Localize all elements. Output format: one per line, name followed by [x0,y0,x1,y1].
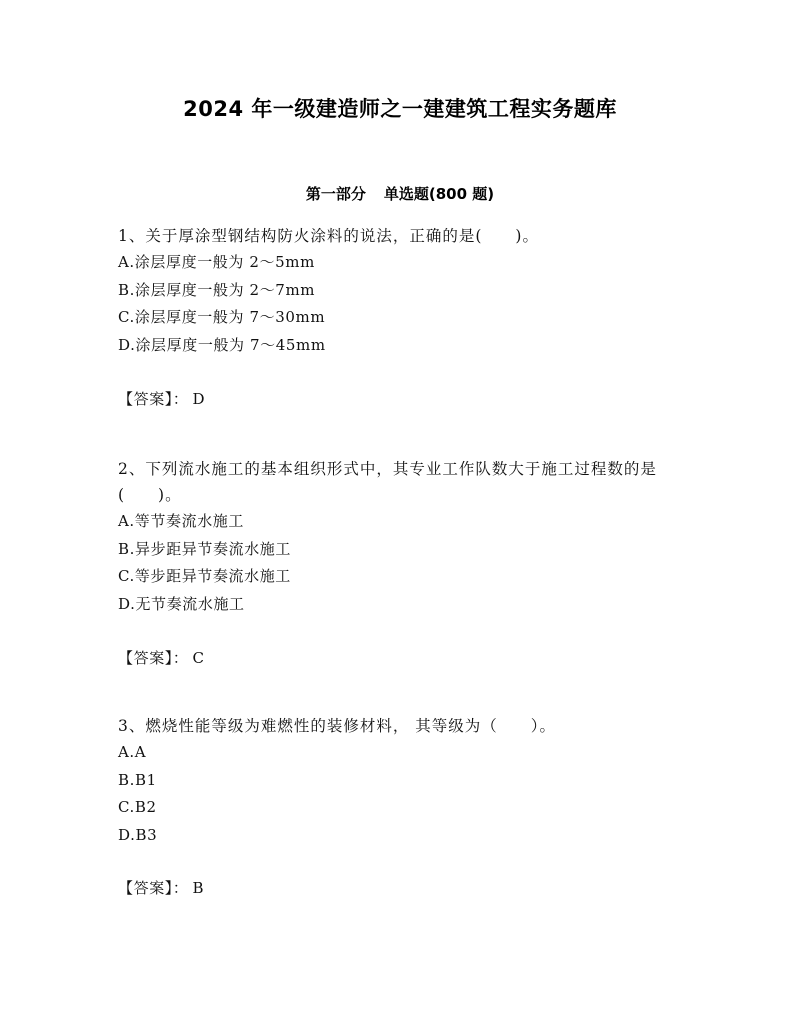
option-a: A.A [118,743,147,761]
option-c: C.涂层厚度一般为 7～30mm [118,308,326,326]
answer-value: C [192,649,205,667]
option-d: D.B3 [118,825,158,844]
answer-value: B [192,879,205,897]
answer-3 [118,877,204,898]
question-stem: 1、关于厚涂型钢结构防火涂料的说法，正确的是( )。 [118,227,539,245]
option-list [118,739,688,849]
answer-label: 【答案】： [118,390,189,408]
question-3 [118,713,688,849]
answer-2 [118,647,205,668]
section-name: 单选题(800 题) [383,185,495,203]
option-c: C.B2 [118,798,157,816]
option-list [118,508,688,618]
option-a: A.涂层厚度一般为 2～5mm [118,253,315,271]
question-2 [118,456,688,618]
option-b: B.异步距异节奏流水施工 [118,539,291,558]
answer-1 [118,388,205,409]
option-list [118,249,688,359]
option-d: D.涂层厚度一般为 7～45mm [118,335,326,354]
option-a: A.等节奏流水施工 [118,512,245,530]
section-heading [0,183,800,204]
question-1 [118,223,688,359]
answer-value: D [192,390,206,408]
option-d: D.无节奏流水施工 [118,594,245,613]
option-b: B.B1 [118,770,157,789]
question-stem: 2、下列流水施工的基本组织形式中，其专业工作队数大于施工过程数的是( )。 [118,460,657,504]
document-title: 2024 年一级建造师之一建建筑工程实务题库 [183,97,617,121]
answer-label: 【答案】： [118,879,189,897]
answer-label: 【答案】： [118,649,189,667]
option-b: B.涂层厚度一般为 2～7mm [118,280,316,299]
section-part: 第一部分 [305,185,366,203]
option-c: C.等步距异节奏流水施工 [118,567,291,585]
question-stem: 3、燃烧性能等级为难燃性的装修材料， 其等级为（ ）。 [118,717,557,735]
